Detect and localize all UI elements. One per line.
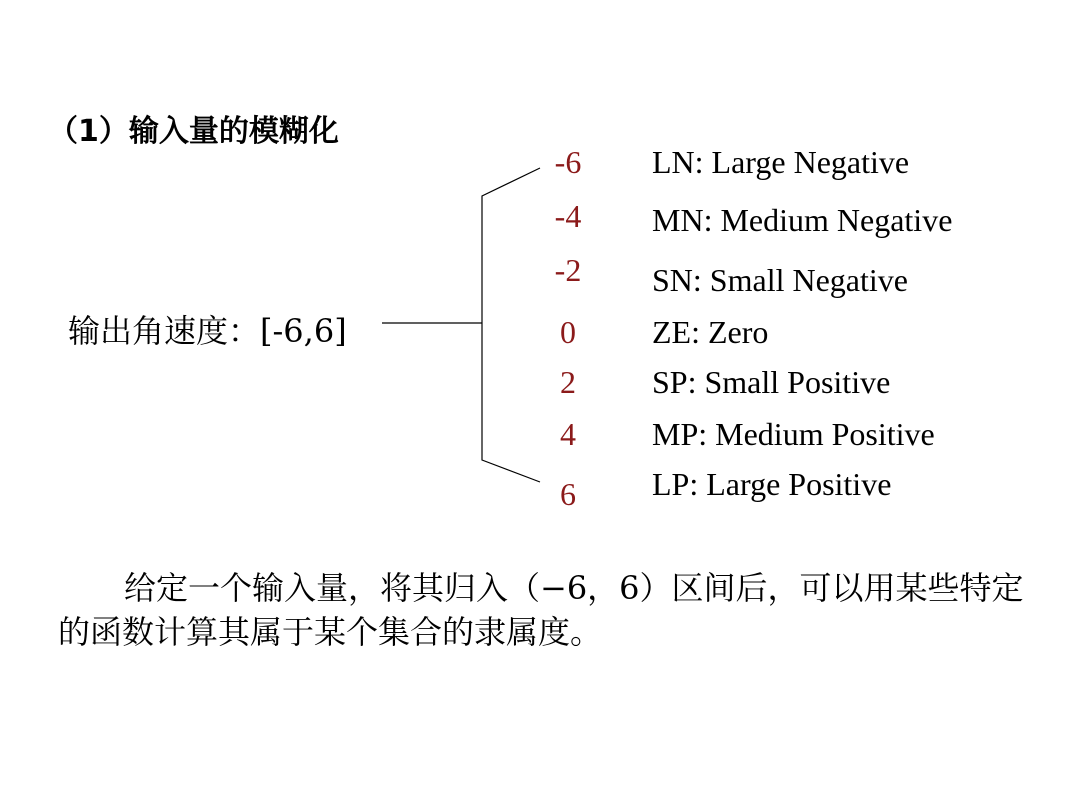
scale-label: MN: Medium Negative [652,202,953,238]
scale-value: -2 [554,252,582,288]
section-heading: （1）输入量的模糊化 [48,114,339,149]
scale-value: 2 [560,364,576,400]
input-range-label: 输出角速度：[-6,6] [68,312,347,350]
scale-value: 4 [560,416,576,452]
scale-label: MP: Medium Positive [652,416,935,452]
scale-value: 0 [560,314,576,350]
scale-label: SP: Small Positive [652,364,891,400]
scale-value: -6 [554,144,582,180]
bracket-line [482,168,540,482]
description-paragraph [58,566,1038,654]
scale-label: LP: Large Positive [652,466,892,502]
scale-label: ZE: Zero [652,314,769,350]
scale-value: 6 [560,476,576,512]
paragraph-text: 给定一个输入量，将其归入（−6，6）区间后，可以用某些特定的函数计算其属于某个集合的隶属度。 [58,569,1024,651]
scale-value: -4 [554,198,582,234]
scale-label: LN: Large Negative [652,144,910,180]
scale-label: SN: Small Negative [652,262,908,298]
